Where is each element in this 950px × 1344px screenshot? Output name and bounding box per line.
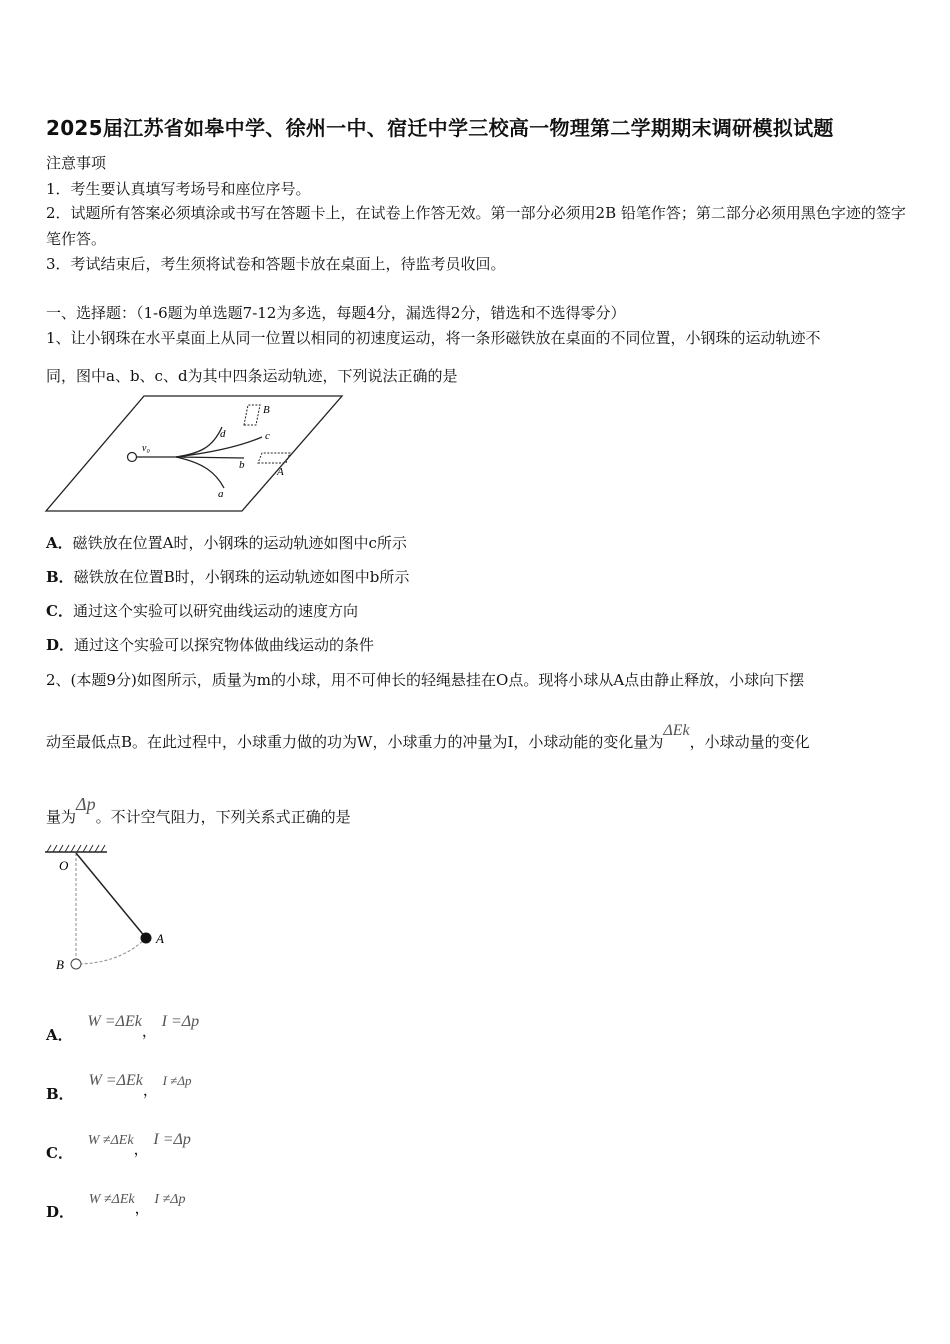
start-ball (128, 453, 137, 462)
label-B: B (263, 404, 270, 416)
q2-option-b-expr2: I ≠Δp (162, 1073, 192, 1088)
q2-option-d (46, 1187, 186, 1221)
q2-option-c-expr2: I =Δp (153, 1131, 191, 1148)
q2-stem-math-delta-ek: ΔEk (663, 722, 690, 739)
section-heading: 一、选择题：（1-6题为单选题7-12为多选，每题4分，漏选得2分，错选和不选得零分） (46, 304, 626, 322)
magnet-B (244, 405, 260, 425)
q2-stem-line3 (46, 794, 351, 827)
q1-option-a-letter: A． (46, 534, 73, 552)
q1-option-c-text: 通过这个实验可以研究曲线运动的速度方向 (72, 602, 358, 620)
label-B: B (56, 957, 64, 972)
q2-option-b-expr1: W =ΔEk (88, 1072, 143, 1089)
q1-option-d-letter: D． (46, 636, 75, 654)
label-O: O (59, 858, 69, 873)
q2-option-b-sep: ， (142, 1081, 158, 1099)
q1-stem-line1: 1、让小钢珠在水平桌面上从同一位置以相同的初速度运动，将一条形磁铁放在桌面的不同位置，小钢珠的运动轨迹不 (46, 329, 821, 347)
q2-stem-line2-a: 动至最低点B。在此过程中，小球重力做的功为W，小球重力的冲量为I，小球动能的变化量为 (46, 733, 664, 751)
q1-stem-line2: 同，图中a、b、c、d为其中四条运动轨迹，下列说法正确的是 (46, 367, 458, 385)
q2-figure-pendulum (42, 843, 172, 975)
label-A: A (277, 466, 284, 478)
trajectory-b (176, 457, 244, 458)
q2-stem-math-delta-p: Δp (76, 794, 96, 814)
q2-stem-line2-b: ，小球动量的变化 (689, 733, 810, 751)
q2-option-a-letter: A． (46, 1026, 73, 1044)
q2-stem-line2 (46, 722, 810, 752)
pendulum-string (76, 853, 146, 938)
q1-option-c (46, 600, 358, 621)
trajectory-d (176, 427, 222, 457)
notice-heading: 注意事项 (46, 154, 107, 172)
label-b: b (239, 459, 245, 471)
notice-item-1: 1．考生要认真填写考场号和座位序号。 (46, 180, 311, 198)
q2-option-c-sep: ， (133, 1140, 149, 1158)
label-a: a (218, 488, 224, 500)
label-A: A (156, 931, 164, 946)
notice-item-2: 2．试题所有答案必须填涂或书写在答题卡上，在试卷上作答无效。第一部分必须用2B 铅笔作答；第二部分必须用黑色字迹的签字笔作答。 (46, 204, 906, 248)
q2-option-c (46, 1128, 191, 1162)
q2-option-a-expr2: I =Δp (161, 1013, 200, 1030)
q1-option-a-text: 磁铁放在位置A时，小钢珠的运动轨迹如图中c所示 (72, 534, 407, 552)
q1-option-c-letter: C． (46, 602, 73, 620)
q2-option-c-letter: C． (46, 1144, 73, 1162)
q1-option-b-letter: B． (46, 568, 74, 586)
trajectory-a (176, 457, 224, 488)
q2-option-b (46, 1069, 192, 1103)
ceiling-hatch (47, 845, 105, 852)
q2-option-b-letter: B． (46, 1085, 74, 1103)
label-c: c (265, 430, 270, 442)
q1-option-b (46, 566, 409, 587)
q1-option-d (46, 634, 374, 655)
q2-stem-line1: 2、(本题9分)如图所示，质量为m的小球，用不可伸长的轻绳悬挂在O点。现将小球从A点由静止释放，小球向下摆 (46, 671, 805, 689)
q2-option-d-expr1: W ≠ΔEk (88, 1192, 135, 1207)
q2-stem-line3-b: 。不计空气阻力，下列关系式正确的是 (95, 808, 351, 826)
q1-option-b-text: 磁铁放在位置B时，小钢珠的运动轨迹如图中b所示 (73, 568, 410, 586)
q2-option-a (46, 1010, 200, 1044)
q2-option-a-expr1: W =ΔEk (87, 1013, 142, 1030)
q2-option-d-expr2: I ≠Δp (154, 1192, 186, 1207)
q2-option-a-sep: ， (141, 1022, 157, 1040)
swing-arc (81, 938, 146, 964)
q1-option-d-text: 通过这个实验可以探究物体做曲线运动的条件 (74, 636, 375, 654)
q2-option-d-letter: D． (46, 1203, 75, 1221)
page-title: 2025届江苏省如皋中学、徐州一中、宿迁中学三校高一物理第二学期期末调研模拟试题 (46, 116, 834, 140)
q1-option-a (46, 532, 407, 553)
q2-option-c-expr1: W ≠ΔEk (87, 1133, 134, 1148)
q2-stem-line3-a: 量为 (46, 808, 77, 826)
label-d: d (220, 428, 226, 440)
notice-item-3: 3．考试结束后，考生须将试卷和答题卡放在桌面上，待监考员收回。 (46, 255, 506, 273)
q1-figure-magnet-trajectories (44, 393, 346, 515)
q2-option-d-sep: ， (134, 1199, 150, 1217)
ball-at-A (141, 933, 152, 944)
label-v0: v₀ (142, 443, 150, 454)
ball-at-B (71, 959, 81, 969)
